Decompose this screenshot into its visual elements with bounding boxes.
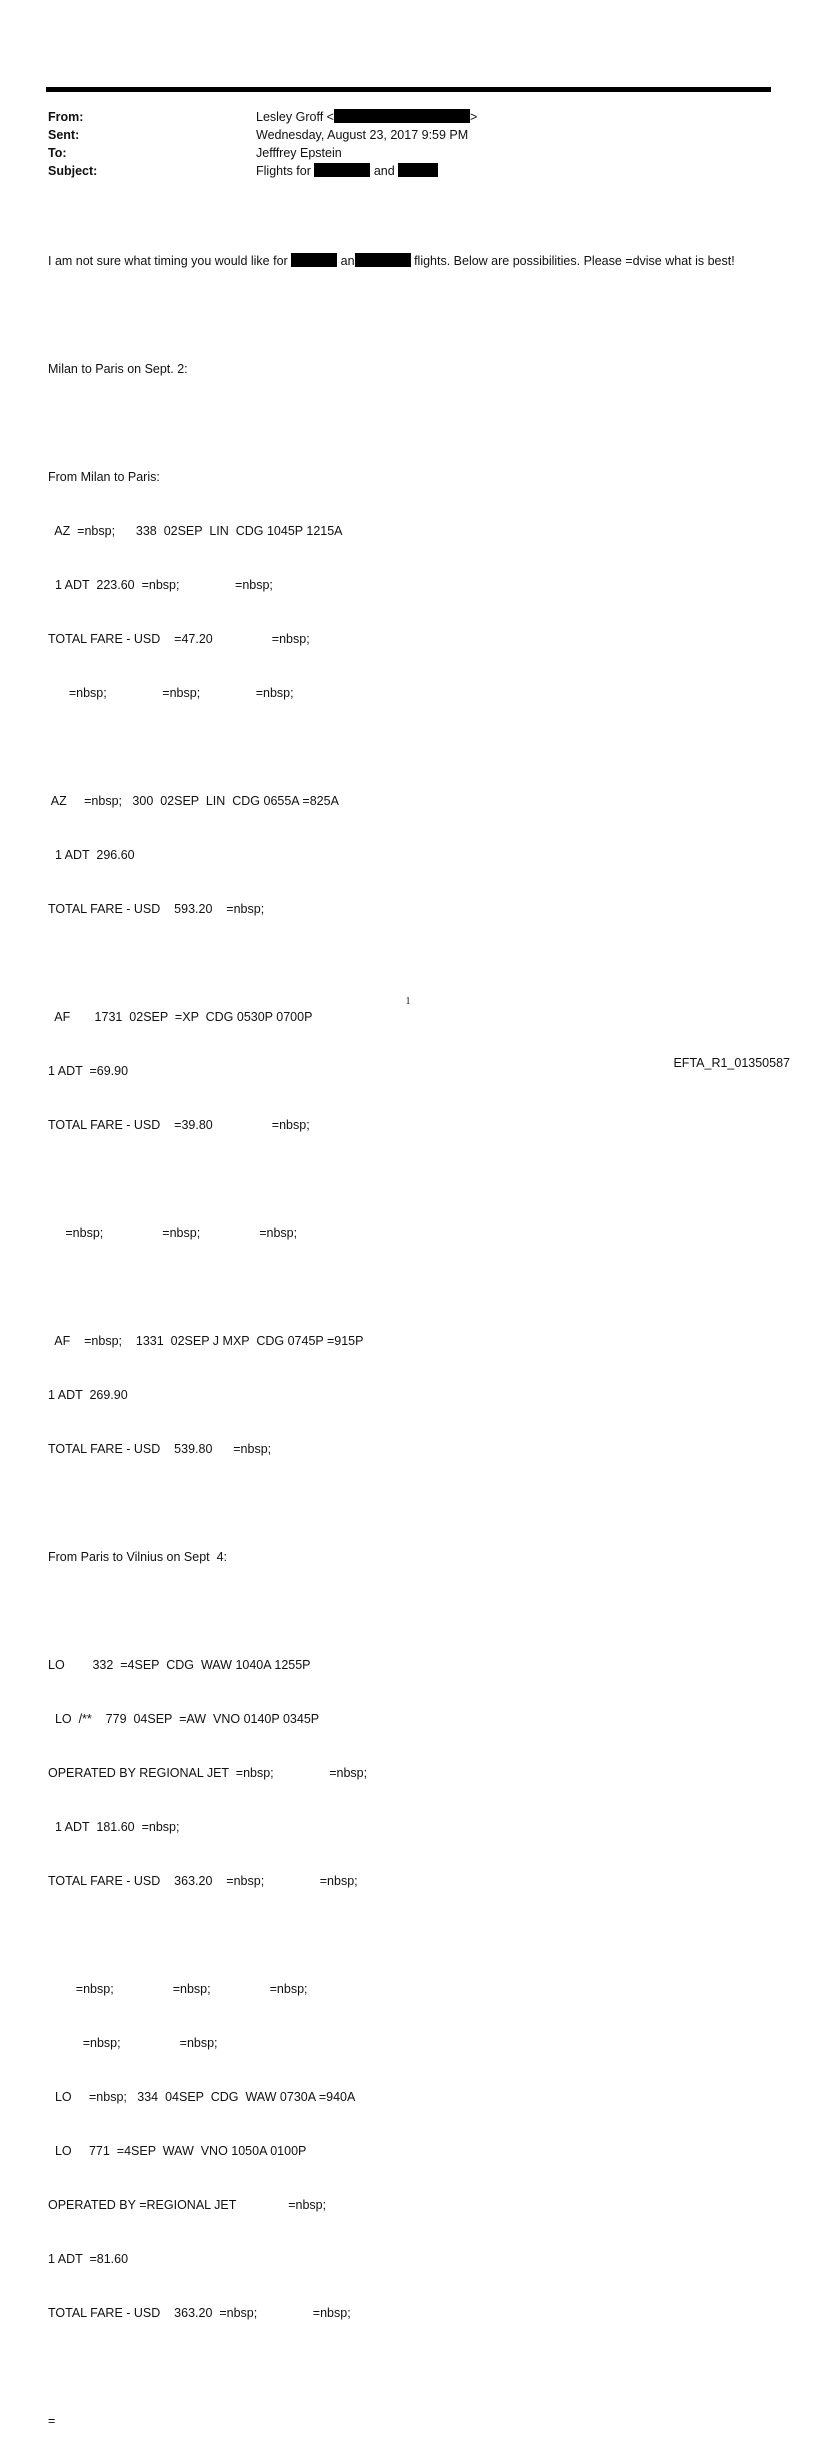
redacted-name-2 xyxy=(398,163,438,177)
itinerary-line: 1 ADT =81.60 xyxy=(48,2252,129,2266)
intro-paragraph xyxy=(48,252,770,270)
spacer xyxy=(48,1494,770,1512)
paris-vilnius-heading: From Paris to Vilnius on Sept 4: xyxy=(48,1550,228,1564)
from-value xyxy=(256,108,477,126)
itinerary-line: LO 332 =4SEP CDG WAW 1040A 1255P xyxy=(48,1658,311,1672)
itinerary-line: AZ =nbsp; 338 02SEP LIN CDG 1045P 1215A xyxy=(48,524,343,538)
fare-line: TOTAL FARE - USD 363.20 =nbsp; =nbsp; xyxy=(48,1874,358,1888)
fare-line: TOTAL FARE - USD =39.80 =nbsp; xyxy=(48,1118,310,1132)
itinerary-line: LO 771 =4SEP WAW VNO 1050A 0100P xyxy=(48,2144,307,2158)
itinerary-line: =nbsp; =nbsp; =nbsp; xyxy=(48,1982,308,1996)
email-body xyxy=(48,216,770,2448)
itinerary-line: 1 ADT 269.90 xyxy=(48,1388,128,1402)
trailing-equals: = xyxy=(48,2414,56,2428)
fare-line: TOTAL FARE - USD 593.20 =nbsp; xyxy=(48,902,265,916)
redacted-name-3 xyxy=(291,253,337,267)
sent-label: Sent: xyxy=(48,128,80,142)
milan-sept2-heading: Milan to Paris on Sept. 2: xyxy=(48,362,188,376)
itinerary-line: LO /** 779 04SEP =AW VNO 0140P 0345P xyxy=(48,1712,320,1726)
subject-label: Subject: xyxy=(48,164,98,178)
redacted-name-4 xyxy=(355,253,411,267)
spacer xyxy=(48,414,770,432)
spacer xyxy=(48,2358,770,2376)
itinerary-line: =nbsp; =nbsp; =nbsp; xyxy=(48,1226,298,1240)
spacer xyxy=(48,1926,770,1944)
itinerary-line: =nbsp; =nbsp; =nbsp; xyxy=(48,686,294,700)
spacer xyxy=(48,1170,770,1188)
redacted-email xyxy=(334,109,470,123)
itinerary-line: =nbsp; =nbsp; xyxy=(48,2036,218,2050)
itinerary-line: OPERATED BY =REGIONAL JET =nbsp; xyxy=(48,2198,327,2212)
itinerary-line: OPERATED BY REGIONAL JET =nbsp; =nbsp; xyxy=(48,1766,368,1780)
page-number: 1 xyxy=(405,996,411,1007)
itinerary-line: 1 ADT 296.60 xyxy=(48,848,135,862)
subject-prefix: Flights for xyxy=(256,164,311,178)
itinerary-line: AF 1731 02SEP =XP CDG 0530P 0700P xyxy=(48,1010,313,1024)
header-rule xyxy=(46,87,771,92)
intro-text-b: an xyxy=(340,254,355,268)
subject-and: and xyxy=(373,164,395,178)
fare-line: TOTAL FARE - USD 539.80 =nbsp; xyxy=(48,1442,272,1456)
spacer xyxy=(48,1602,770,1620)
intro-text-a: I am not sure what timing you would like for xyxy=(48,254,288,268)
itinerary-line: 1 ADT =69.90 xyxy=(48,1064,129,1078)
fare-line: TOTAL FARE - USD =47.20 =nbsp; xyxy=(48,632,310,646)
spacer xyxy=(48,954,770,972)
spacer xyxy=(48,306,770,324)
to-label: To: xyxy=(48,146,67,160)
itinerary-line: 1 ADT 181.60 =nbsp; xyxy=(48,1820,180,1834)
from-label: From: xyxy=(48,110,84,124)
itinerary-line: 1 ADT 223.60 =nbsp; =nbsp; xyxy=(48,578,273,592)
from-name: Lesley Groff < xyxy=(256,110,334,124)
sent-value: Wednesday, August 23, 2017 9:59 PM xyxy=(256,128,469,142)
fare-line: TOTAL FARE - USD 363.20 =nbsp; =nbsp; xyxy=(48,2306,351,2320)
subject-value xyxy=(256,162,438,180)
intro-text-c: flights. Below are possibilities. Please =dvise what is best! xyxy=(414,254,735,268)
from-bracket: > xyxy=(469,110,478,124)
redacted-name-1 xyxy=(314,163,370,177)
spacer xyxy=(48,738,770,756)
itinerary-line: LO =nbsp; 334 04SEP CDG WAW 0730A =940A xyxy=(48,2090,356,2104)
document-id: EFTA_R1_01350587 xyxy=(673,1056,790,1070)
from-milan-heading: From Milan to Paris: xyxy=(48,470,160,484)
spacer xyxy=(48,1278,770,1296)
to-value: Jefffrey Epstein xyxy=(256,146,342,160)
itinerary-line: AF =nbsp; 1331 02SEP J MXP CDG 0745P =915P xyxy=(48,1334,364,1348)
itinerary-line: AZ =nbsp; 300 02SEP LIN CDG 0655A =825A xyxy=(48,794,339,808)
